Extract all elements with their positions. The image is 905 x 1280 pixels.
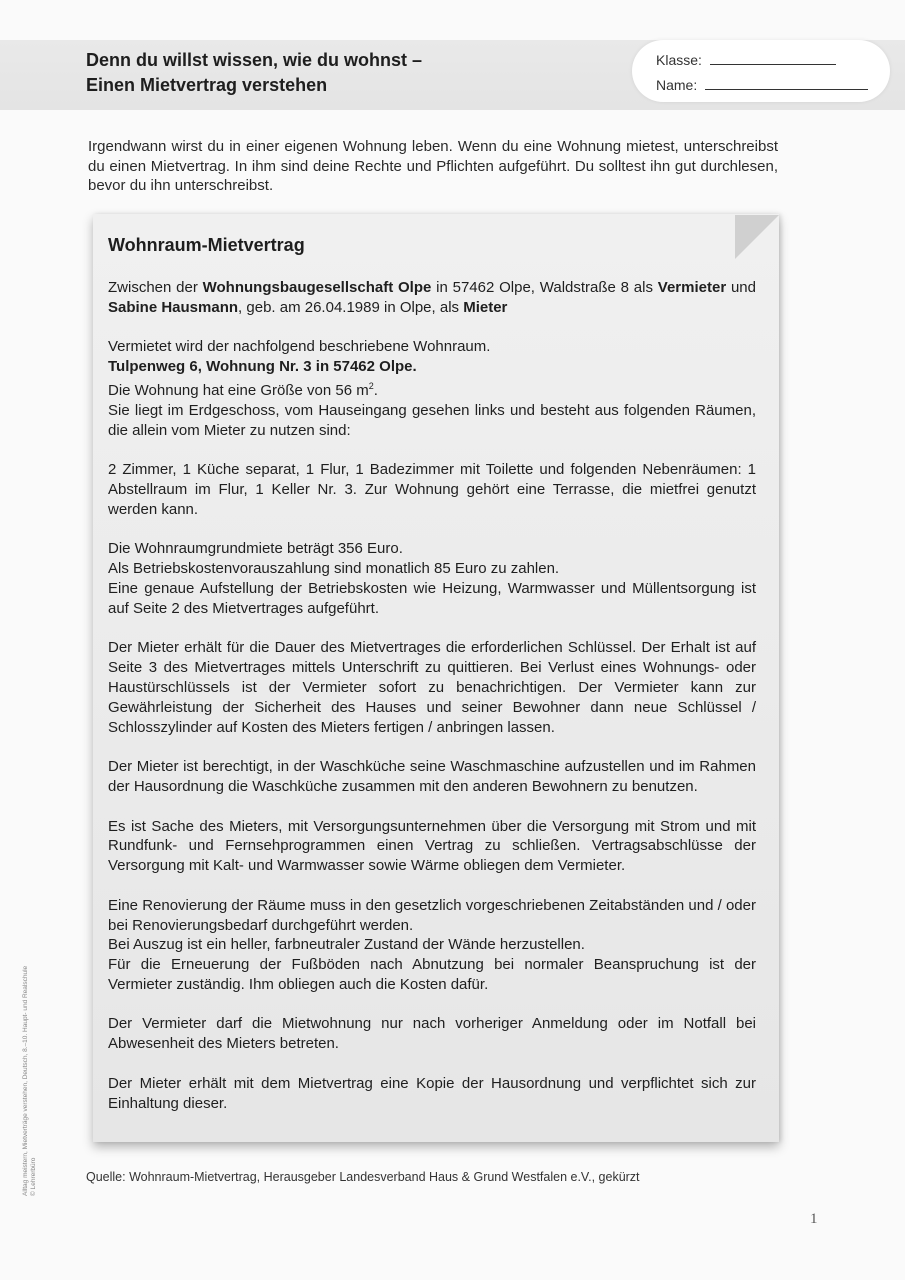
text-span: in 57462 Olpe, Waldstraße 8 als [431, 279, 658, 296]
source-citation: Quelle: Wohnraum-Mietvertrag, Herausgeber Landesverband Haus & Grund Westfalen e.V., gekürzt [86, 1170, 640, 1184]
student-info-box [632, 40, 890, 102]
page-number: 1 [810, 1211, 818, 1227]
renovation-line: Eine Renovierung der Räume muss in den gesetzlich vorgeschriebenen Zeitabständen und / oder bei Renovierungsbedarf durchgeführt werden. [108, 896, 756, 934]
intro-text: Irgendwann wirst du in einer eigenen Wohnung leben. Wenn du eine Wohnung mietest, unterschreibst du einen Mietvertrag. In ihm sind deine Rechte und Pflichten aufgeführt. Du solltest ihn gut durchlesen, bevor du ihn unterschreibst. [88, 138, 778, 194]
property-address: Tulpenweg 6, Wohnung Nr. 3 in 57462 Olpe. [108, 358, 417, 376]
rent-line: Eine genaue Aufstellung der Betriebskosten wie Heizung, Warmwasser und Müllentsorgung ist auf Seite 2 des Mietvertrages aufgeführt. [108, 579, 756, 617]
text-span: Die Wohnung hat eine Größe von 56 m [108, 381, 369, 399]
contract-renovation [108, 896, 756, 995]
text-span: . [373, 381, 378, 399]
rent-line: Als Betriebskostenvorauszahlung sind monatlich 85 Euro zu zahlen. [108, 560, 560, 578]
landlord-name: Wohnungsbaugesellschaft Olpe [202, 279, 432, 296]
class-input-line[interactable] [710, 50, 836, 65]
name-field [656, 75, 868, 93]
name-input-line[interactable] [705, 75, 868, 90]
contract-title: Wohnraum-Mietvertrag [108, 235, 305, 255]
contract-access: Der Vermieter darf die Mietwohnung nur nach vorheriger Anmeldung oder im Notfall bei Abwesenheit des Mieters betreten. [108, 1015, 756, 1053]
text-span: , geb. am 26.04.1989 in Olpe, als [238, 298, 464, 316]
contract-house-rules: Der Mieter erhält mit dem Mietvertrag eine Kopie der Hausordnung und verpflichtet sich zur Einhaltung dieser. [108, 1074, 756, 1112]
side-note [22, 966, 38, 1196]
class-label: Klasse: [656, 52, 702, 68]
rent-line: Die Wohnraumgrundmiete beträgt 356 Euro. [108, 540, 403, 558]
title-line-1: Denn du willst wissen, wie du wohnst – [86, 50, 423, 70]
superscript: 2 [368, 380, 374, 391]
tenant-role: Mieter [463, 298, 508, 316]
contract-property [108, 337, 756, 440]
property-location: Sie liegt im Erdgeschoss, vom Hauseingang gesehen links und besteht aus folgenden Räumen, die allein vom Mieter zu nutzen sind: [108, 401, 756, 439]
renovation-line: Bei Auszug ist ein heller, farbneutraler Zustand der Wände herzustellen. [108, 936, 585, 954]
text-span: Zwischen der [108, 279, 203, 296]
side-note-line: © Lehrerbüro [30, 1157, 37, 1196]
title-line-2: Einen Mietvertrag verstehen [86, 75, 328, 95]
contract-keys: Der Mieter erhält für die Dauer des Mietvertrages die erforderlichen Schlüssel. Der Erhalt ist auf Seite 3 des Mietvertrages mittels Unterschrift zu quittieren. Bei Verlust eines Wohnungs- oder Haustürschlüssels ist der Vermieter sofort zu benachrichtigen. Der Vermieter kann zur Gewährleistung der Sicherheit des Hauses und seiner Bewohner dann neue Schlüssel / Schlosszylinder auf Kosten des Mieters fertigen / anbringen lassen. [108, 639, 756, 736]
tenant-name: Sabine Hausmann [108, 298, 239, 316]
landlord-role: Vermieter [657, 279, 727, 296]
contract-laundry: Der Mieter ist berechtigt, in der Waschküche seine Waschmaschine aufzustellen und im Rahmen der Hausordnung die Waschküche zusammen mit den anderen Bewohnern zu benutzen. [108, 758, 756, 795]
paper-corner-fold [735, 215, 779, 259]
side-note-line: Alltag meistern, Mietverträge verstehen, Deutsch, 8.–10. Haupt- und Realschule [22, 965, 29, 1196]
contract-body [108, 278, 756, 1133]
renovation-line: Für die Erneuerung der Fußböden nach Abnutzung bei normaler Beanspruchung ist der Vermieter zuständig. Ihm obliegen auch die Kosten dafür. [108, 956, 756, 993]
page-title [86, 48, 422, 98]
name-label: Name: [656, 77, 698, 93]
contract-rent [108, 539, 756, 618]
property-intro: Vermietet wird der nachfolgend beschriebene Wohnraum. [108, 338, 491, 356]
contract-rooms: 2 Zimmer, 1 Küche separat, 1 Flur, 1 Badezimmer mit Toilette und folgenden Nebenräumen: 1 Abstellraum im Flur, 1 Keller Nr. 3. Zur Wohnung gehört eine Terrasse, die mietfrei genutzt werden kann. [108, 461, 756, 518]
text-span: und [726, 279, 756, 296]
class-field [656, 50, 836, 68]
contract-parties [108, 278, 756, 318]
property-size [108, 377, 756, 401]
contract-utilities: Es ist Sache des Mieters, mit Versorgungsunternehmen über die Versorgung mit Strom und mit Rundfunk- und Fernsehprogrammen einen Vertrag zu schließen. Vertragsabschlüsse der Versorgung mit Kalt- und Warmwasser sowie Wärme obliegen dem Vermieter. [108, 817, 756, 875]
